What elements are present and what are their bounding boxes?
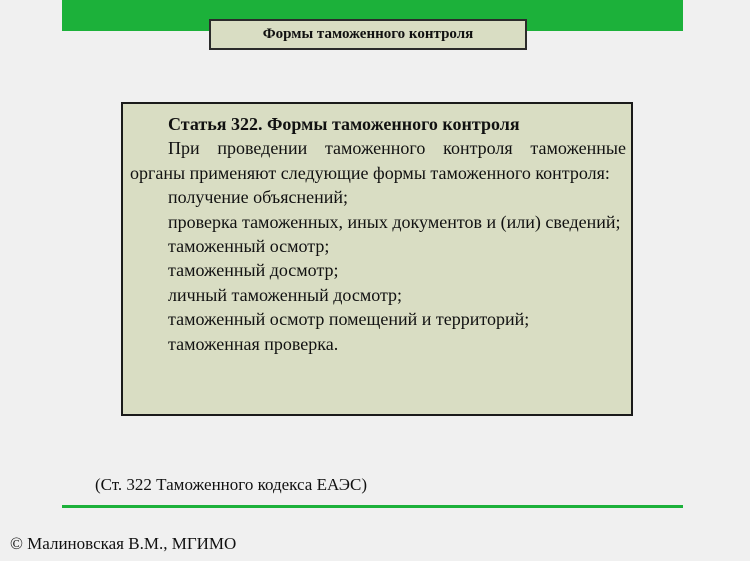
copyright-text: © Малиновская В.М., МГИМО (10, 534, 237, 553)
list-item: таможенный осмотр помещений и территорий; (168, 309, 530, 330)
slide-title-text: Формы таможенного контроля (262, 26, 474, 42)
article-intro: При проведении таможенного контроля таможенные органы применяют следующие формы таможенного контроля: (130, 138, 626, 183)
article-heading: Статья 322. Формы таможенного контроля (168, 114, 520, 134)
slide-title (209, 19, 527, 50)
list-item: таможенный осмотр; (168, 236, 330, 257)
list-item: таможенная проверка. (168, 333, 339, 354)
article-text-box (121, 102, 633, 416)
list-item: таможенный досмотр; (168, 260, 339, 281)
bottom-divider-line (62, 505, 683, 508)
list-item: личный таможенный досмотр; (168, 284, 403, 305)
source-note: (Ст. 322 Таможенного кодекса ЕАЭС) (95, 475, 368, 494)
list-item: проверка таможенных, иных документов и (или) сведений; (168, 211, 621, 232)
list-item: получение объяснений; (168, 187, 348, 208)
